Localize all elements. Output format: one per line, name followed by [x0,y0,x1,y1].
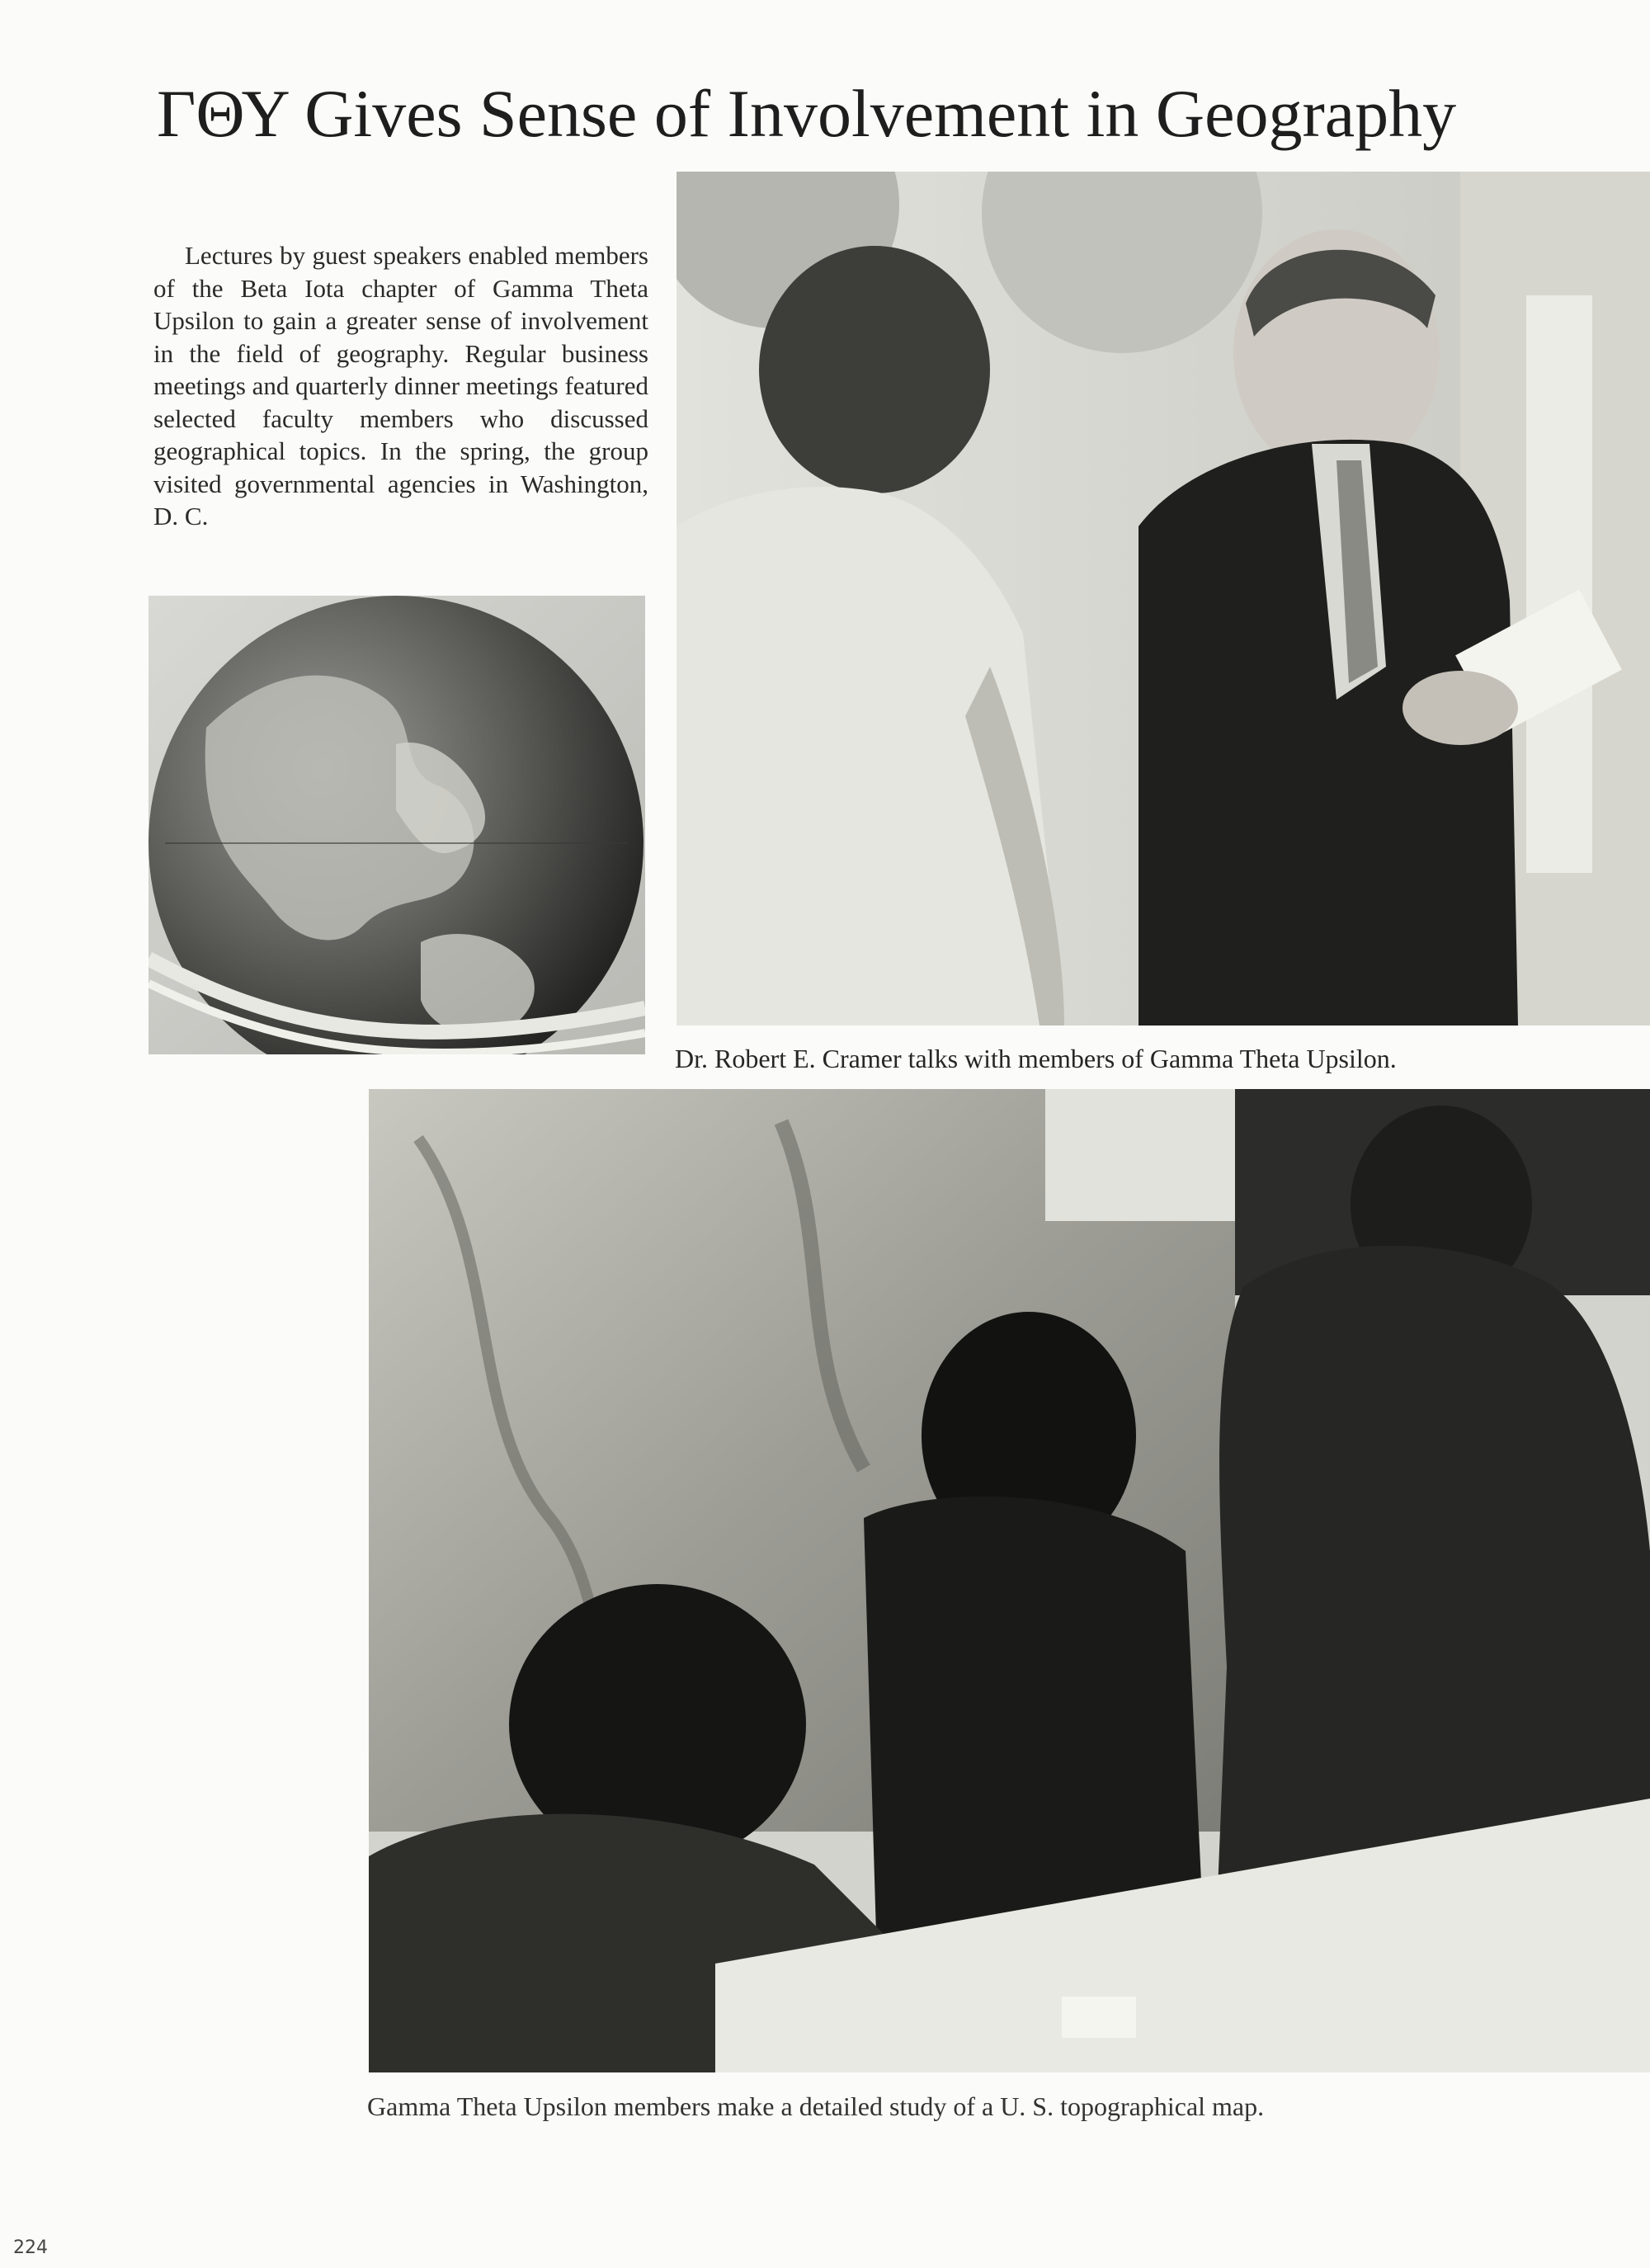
cramer-caption: Dr. Robert E. Cramer talks with members of Gamma Theta Upsilon. [675,1044,1397,1073]
globe-photo [148,596,645,1054]
page-title: ΓΘΥ Gives Sense of Involvement in Geography [157,76,1457,151]
map-photo [369,1089,1650,2072]
map-caption: Gamma Theta Upsilon members make a detailed study of a U. S. topographical map. [367,2091,1265,2121]
cramer-photo [676,172,1650,1026]
page-number: 224 [13,2237,48,2258]
cramer-image [676,172,1650,1026]
map-image [369,1089,1650,2072]
globe-image [148,596,645,1054]
intro-paragraph: Lectures by guest speakers enabled members of the Beta Iota chapter of Gamma Theta Upsilon to gain a greater sense of involvement in the field of geography. Regular business meetings and quarterly dinner meetings featured selected faculty members who discussed geographical topics. In the spring, the group visited governmental agencies in Washington, D. C. [153,241,648,530]
